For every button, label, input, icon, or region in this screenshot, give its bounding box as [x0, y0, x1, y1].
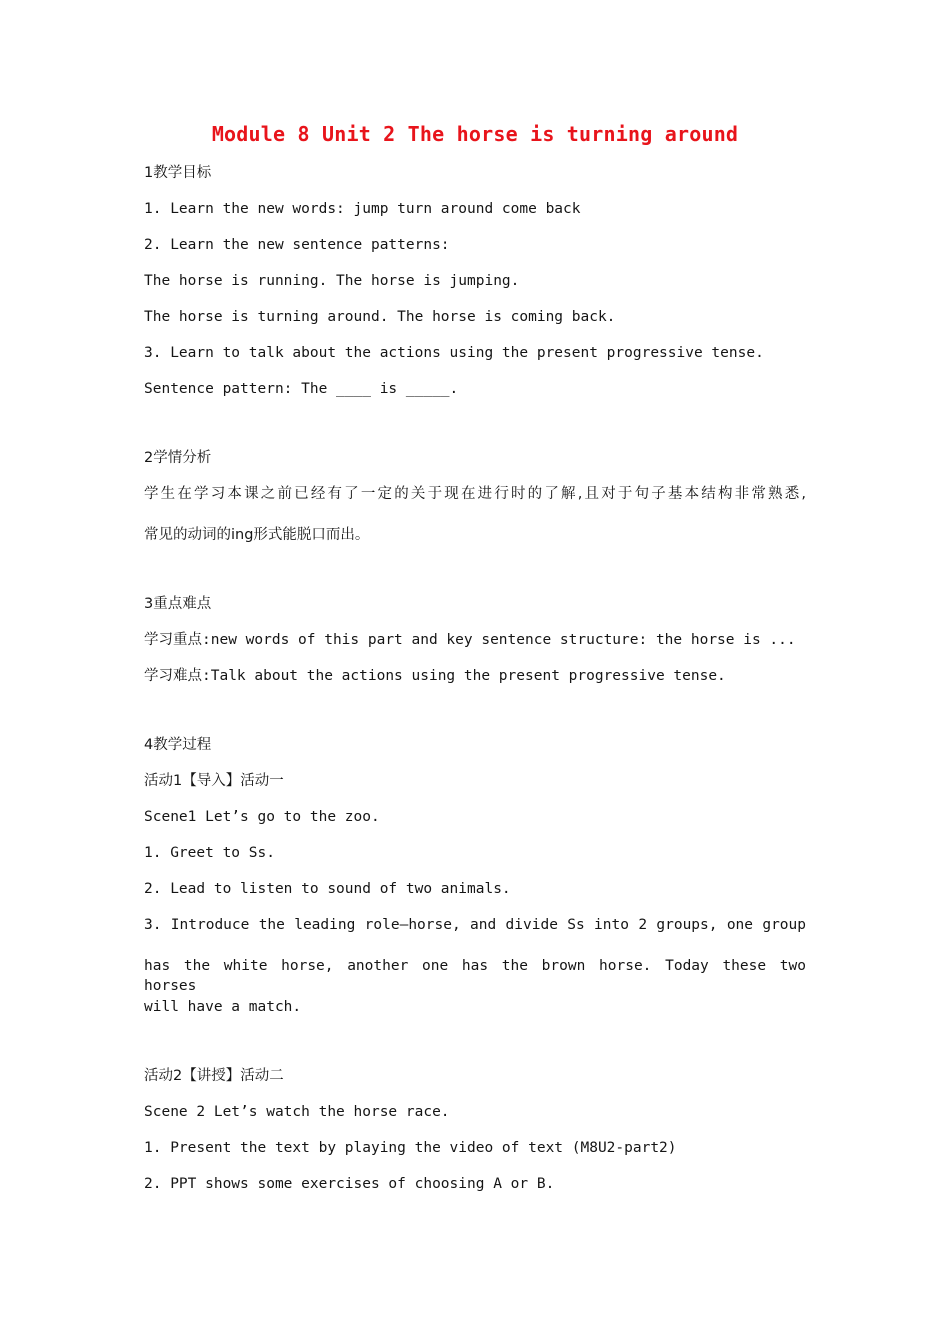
objective-line-2: 2. Learn the new sentence patterns:: [144, 237, 450, 253]
objective-line-1: 1. Learn the new words: jump turn around come back: [144, 201, 581, 217]
activity-1-line-2: 1. Greet to Ss.: [144, 845, 275, 861]
objective-line-5: 3. Learn to talk about the actions using the present progressive tense.: [144, 345, 764, 361]
objective-line-3: The horse is running. The horse is jumping.: [144, 273, 520, 289]
activity-1-line-4: 3. Introduce the leading role—horse, and divide Ss into 2 groups, one group: [144, 917, 806, 933]
difficult-point-line: 学习难点:Talk about the actions using the present progressive tense.: [144, 668, 726, 684]
objective-line-6: Sentence pattern: The ____ is _____.: [144, 381, 459, 397]
activity-2-line-3: 2. PPT shows some exercises of choosing A or B.: [144, 1176, 555, 1192]
key-point-line: 学习重点:new words of this part and key sentence structure: the horse is ...: [144, 632, 796, 648]
activity-1-line-6: will have a match.: [144, 999, 302, 1015]
analysis-line-1: 学生在学习本课之前已经有了一定的关于现在进行时的了解,且对于句子基本结构非常熟悉,: [144, 486, 806, 502]
section-heading-student-analysis: 2学情分析: [144, 450, 212, 466]
section-heading-teaching-process: 4教学过程: [144, 737, 212, 753]
document-title: Module 8 Unit 2 The horse is turning around: [211, 122, 739, 146]
objective-line-4: The horse is turning around. The horse is coming back.: [144, 309, 616, 325]
activity-1-line-5: has the white horse, another one has the brown horse. Today these two horses: [144, 958, 806, 994]
activity-2-heading: 活动2【讲授】活动二: [144, 1068, 284, 1084]
activity-1-line-1: Scene1 Let’s go to the zoo.: [144, 809, 380, 825]
activity-2-line-2: 1. Present the text by playing the video of text (M8U2-part2): [144, 1140, 677, 1156]
activity-1-line-3: 2. Lead to listen to sound of two animals.: [144, 881, 511, 897]
section-heading-teaching-objectives: 1教学目标: [144, 165, 212, 181]
section-heading-key-points: 3重点难点: [144, 596, 212, 612]
activity-2-line-1: Scene 2 Let’s watch the horse race.: [144, 1104, 450, 1120]
analysis-line-2: 常见的动词的ing形式能脱口而出。: [144, 527, 370, 543]
activity-1-heading: 活动1【导入】活动一: [144, 773, 284, 789]
